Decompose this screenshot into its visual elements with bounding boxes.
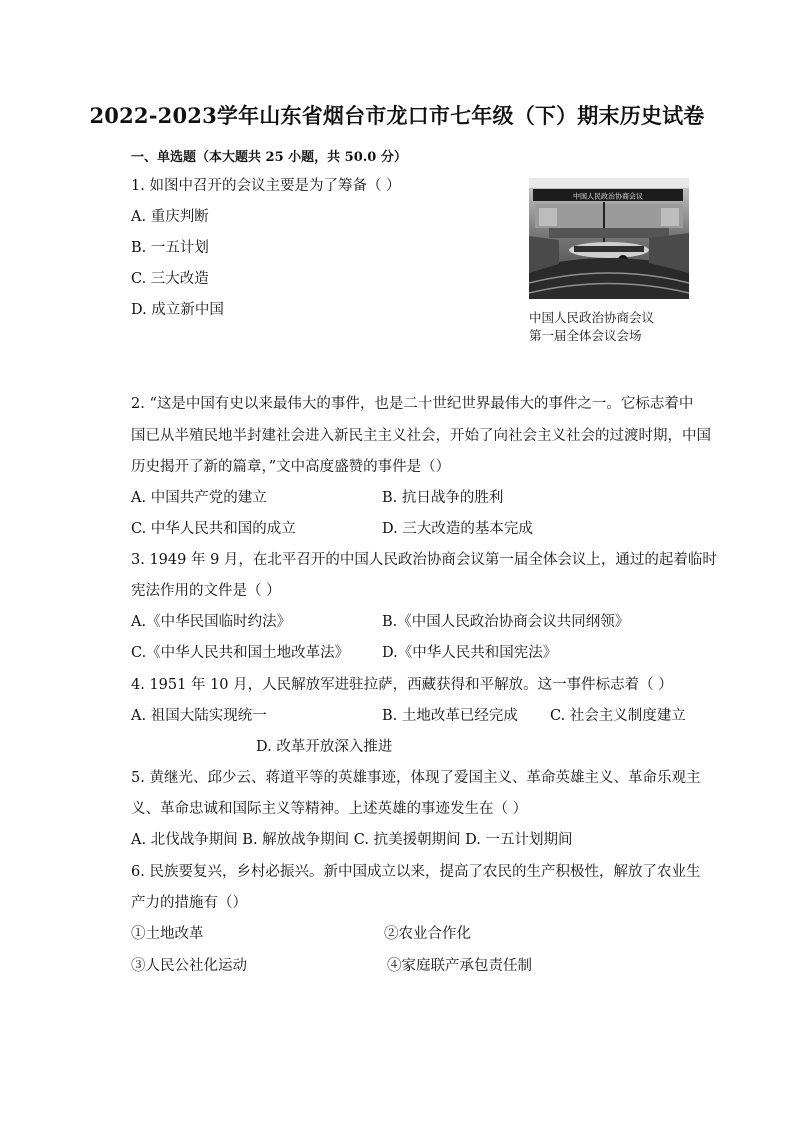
q4-option-a: A. 祖国大陆实现统一 xyxy=(131,708,267,724)
q2-line-1: 2. “这是中国有史以来最伟大的事件，也是二十世纪世界最伟大的事件之一。它标志着中 xyxy=(131,396,694,412)
q3-line-2: 宪法作用的文件是（ ） xyxy=(131,583,281,599)
q5-options: A. 北伐战争期间 B. 解放战争期间 C. 抗美援朝期间 D. 一五计划期间 xyxy=(131,832,573,848)
q3-option-c: C.《中华人民共和国土地改革法》 xyxy=(131,645,350,661)
q1-option-c: C. 三大改造 xyxy=(131,271,209,287)
q1-stem: 1. 如图中召开的会议主要是为了筹备（ ） xyxy=(131,178,401,194)
q2-option-c: C. 中华人民共和国的成立 xyxy=(131,521,296,537)
q5-line-2: 义、革命忠诚和国际主义等精神。上述英雄的事迹发生在（ ） xyxy=(131,801,528,817)
caption-line-1: 中国人民政治协商会议 xyxy=(529,310,655,325)
q3-option-d: D.《中华人民共和国宪法》 xyxy=(382,645,558,661)
q2-line-2: 国已从半殖民地半封建社会进入新民主主义社会，开始了向社会主义社会的过渡时期，中国 xyxy=(131,428,711,444)
photo-caption xyxy=(529,309,694,345)
q6-line-1: 6. 民族要复兴，乡村必振兴。新中国成立以来，提高了农民的生产积极性，解放了农业生 xyxy=(131,864,701,880)
q6-line-2: 产力的措施有（） xyxy=(131,895,247,911)
q6-item-4: ④家庭联产承包责任制 xyxy=(387,958,532,974)
exam-title: 2022-2023学年山东省烟台市龙口市七年级（下）期末历史试卷 xyxy=(89,103,705,128)
q3-option-a: A.《中华民国临时约法》 xyxy=(131,614,292,630)
q2-option-b: B. 抗日战争的胜利 xyxy=(382,490,504,506)
q4-option-d: D. 改革开放深入推进 xyxy=(256,739,393,755)
q1-option-d: D. 成立新中国 xyxy=(131,302,224,318)
section-heading: 一、单选题（本大题共 25 小题，共 50.0 分） xyxy=(131,150,407,165)
q6-item-3: ③人民公社化运动 xyxy=(131,958,247,974)
q2-option-d: D. 三大改造的基本完成 xyxy=(382,521,533,537)
q2-line-3: 历史揭开了新的篇章，”文中高度盛赞的事件是（） xyxy=(131,459,451,475)
q3-option-b: B.《中国人民政治协商会议共同纲领》 xyxy=(382,614,630,630)
q4-option-c: C. 社会主义制度建立 xyxy=(550,708,686,724)
q2-option-a: A. 中国共产党的建立 xyxy=(131,490,267,506)
q6-item-2: ②农业合作化 xyxy=(384,926,471,942)
meeting-hall-photo xyxy=(529,178,689,299)
q5-line-1: 5. 黄继光、邱少云、蒋道平等的英雄事迹，体现了爱国主义、革命英雄主义、革命乐观主 xyxy=(131,770,701,786)
photo-banner-text: 中国人民政治协商会议 xyxy=(573,192,643,201)
q4-option-b: B. 土地改革已经完成 xyxy=(382,708,518,724)
q6-item-1: ①土地改革 xyxy=(131,926,204,942)
meeting-hall-illustration xyxy=(529,178,689,299)
q1-option-b: B. 一五计划 xyxy=(131,240,209,256)
caption-line-2: 第一届全体会议会场 xyxy=(529,328,642,343)
q4-line-1: 4. 1951 年 10 月，人民解放军进驻拉萨，西藏获得和平解放。这一事件标志着（ ） xyxy=(131,677,673,693)
q3-line-1: 3. 1949 年 9 月，在北平召开的中国人民政治协商会议第一届全体会议上，通过的起着临时 xyxy=(131,552,717,568)
q1-option-a: A. 重庆判断 xyxy=(131,209,209,225)
